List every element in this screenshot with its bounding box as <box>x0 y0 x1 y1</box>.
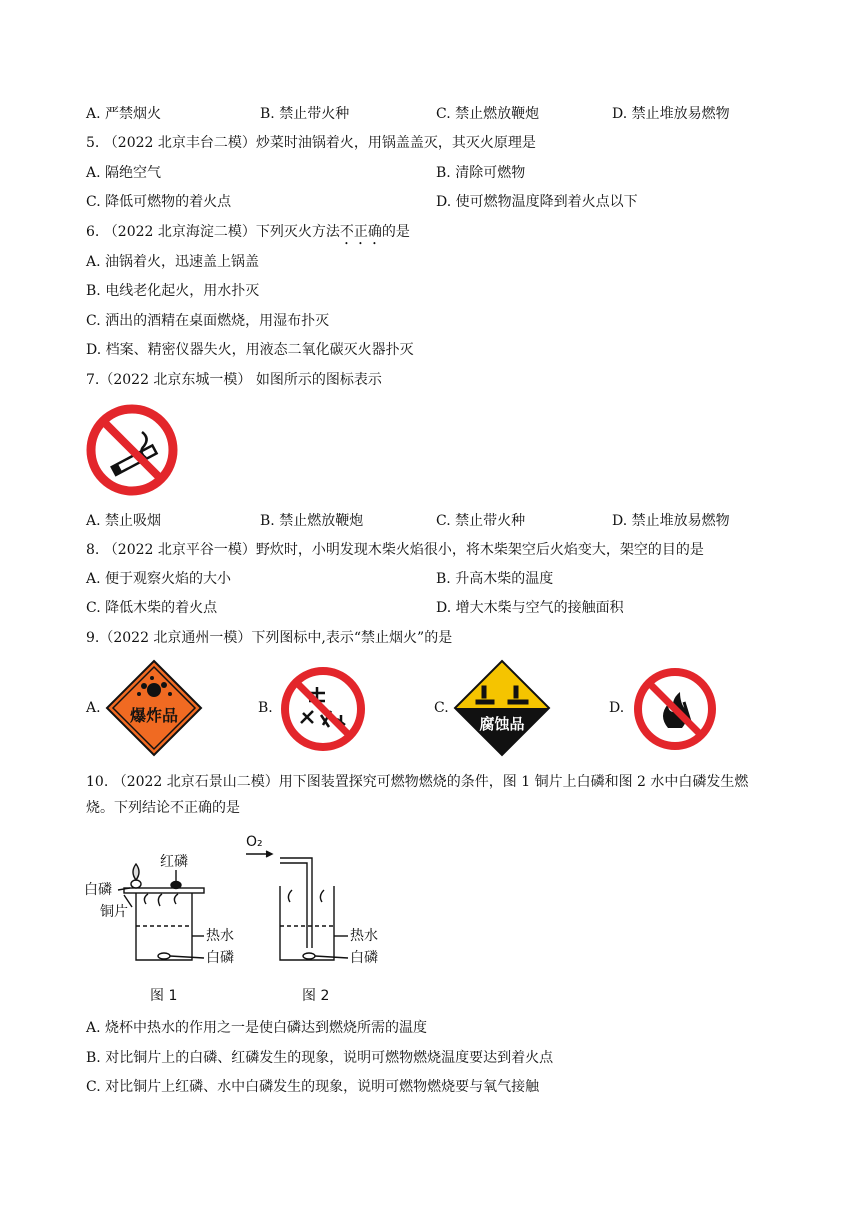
q5-option-c: C. 降低可燃物的着火点 <box>86 194 232 210</box>
q5-option-a: A. 隔绝空气 <box>86 165 162 181</box>
explosive-sign-icon <box>104 658 204 758</box>
q4-option-d: D. 禁止堆放易燃物 <box>612 106 730 122</box>
q6-stem-emphasis: 不正确 <box>339 224 382 240</box>
q6-option-d: D. 档案、精密仪器失火，用液态二氧化碳灭火器扑灭 <box>86 342 414 358</box>
fig1-label-white-phosphorus: 白磷 <box>84 882 112 898</box>
fig1-label-hot-water: 热水 <box>206 928 234 944</box>
q6-option-a: A. 油锅着火，迅速盖上锅盖 <box>86 254 260 270</box>
q8-option-d: D. 增大木柴与空气的接触面积 <box>436 600 624 616</box>
q6-option-b: B. 电线老化起火，用水扑灭 <box>86 283 260 299</box>
q8-stem: 8. （2022 北京平谷一模）野炊时，小明发现木柴火焰很小，将木柴架空后火焰变大，架空的目的是 <box>86 542 704 558</box>
fig1-label-white-phosphorus-water: 白磷 <box>206 950 234 966</box>
fig1-caption: 图 1 <box>150 988 178 1004</box>
no-smoking-sign-icon <box>84 402 180 498</box>
q6-stem-post: 的是 <box>381 224 410 240</box>
q8-option-b: B. 升高木柴的温度 <box>436 571 554 587</box>
q7-option-b: B. 禁止燃放鞭炮 <box>260 513 364 529</box>
fig2-label-oxygen: O₂ <box>246 834 263 850</box>
corrosive-sign-label: 腐蚀品 <box>479 715 525 733</box>
figure-1-apparatus <box>118 864 204 960</box>
q4-option-b: B. 禁止带火种 <box>260 106 350 122</box>
q9-letter-d: D. <box>609 700 625 716</box>
figure-2-apparatus <box>246 851 348 960</box>
corrosive-sign-icon <box>452 658 552 758</box>
q10-stem-line2: 烧。下列结论不正确的是 <box>86 800 240 816</box>
q7-stem: 7.（2022 北京东城一模） 如图所示的图标表示 <box>86 372 382 388</box>
q10-option-a: A. 烧杯中热水的作用之一是使白磷达到燃烧所需的温度 <box>86 1020 428 1036</box>
q5-option-b: B. 清除可燃物 <box>436 165 526 181</box>
fig2-label-hot-water: 热水 <box>350 928 378 944</box>
fig2-label-white-phosphorus: 白磷 <box>350 950 378 966</box>
q9-letter-a: A. <box>86 700 101 716</box>
q10-option-b: B. 对比铜片上的白磷、红磷发生的现象，说明可燃物燃烧温度要达到着火点 <box>86 1050 554 1066</box>
experiment-figures <box>84 832 394 1012</box>
fig1-label-copper-plate: 铜片 <box>100 904 128 920</box>
q6-stem-pre: 6. （2022 北京海淀二模）下列灭火方法 <box>86 224 340 240</box>
q5-stem: 5. （2022 北京丰台二模）炒菜时油锅着火，用锅盖盖灭，其灭火原理是 <box>86 135 536 151</box>
q6-option-c: C. 洒出的酒精在桌面燃烧，用湿布扑灭 <box>86 313 330 329</box>
q7-option-a: A. 禁止吸烟 <box>86 513 162 529</box>
no-open-flame-sign-icon <box>632 666 718 752</box>
fig1-label-red-phosphorus: 红磷 <box>160 854 188 870</box>
q4-option-a: A. 严禁烟火 <box>86 106 162 122</box>
q10-stem-line1: 10. （2022 北京石景山二模）用下图装置探究可燃物燃烧的条件，图 1 铜片上白磷和图 2 水中白磷发生燃 <box>86 774 749 790</box>
q9-letter-c: C. <box>434 700 449 716</box>
q9-letter-b: B. <box>258 700 273 716</box>
q5-option-d: D. 使可燃物温度降到着火点以下 <box>436 194 638 210</box>
q10-option-c: C. 对比铜片上红磷、水中白磷发生的现象，说明可燃物燃烧要与氧气接触 <box>86 1079 540 1095</box>
no-fire-items-sign-icon <box>279 665 367 753</box>
q4-option-c: C. 禁止燃放鞭炮 <box>436 106 540 122</box>
q8-option-a: A. 便于观察火焰的大小 <box>86 571 232 587</box>
fig2-caption: 图 2 <box>302 988 330 1004</box>
q8-option-c: C. 降低木柴的着火点 <box>86 600 218 616</box>
q9-stem: 9.（2022 北京通州一模）下列图标中,表示“禁止烟火”的是 <box>86 630 453 646</box>
explosive-sign-label: 爆炸品 <box>129 706 179 725</box>
q7-option-d: D. 禁止堆放易燃物 <box>612 513 730 529</box>
q6-stem <box>86 222 410 248</box>
q7-option-c: C. 禁止带火种 <box>436 513 526 529</box>
